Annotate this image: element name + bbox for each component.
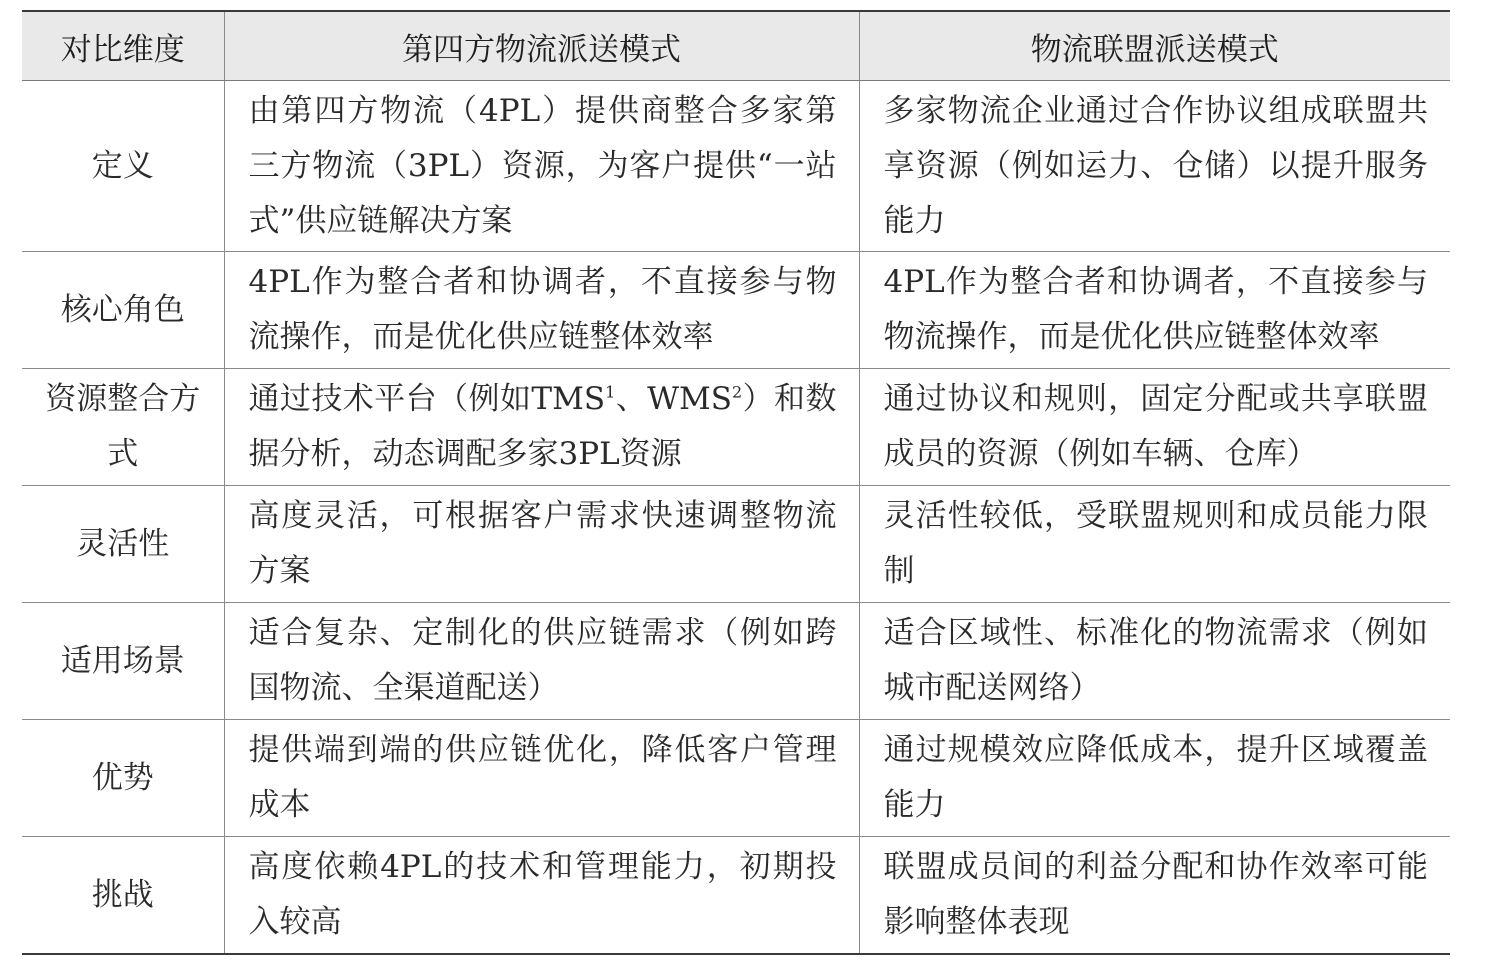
cell-alliance: 适合区域性、标准化的物流需求（例如城市配送网络） — [859, 603, 1450, 720]
row-dimension: 核心角色 — [22, 252, 224, 369]
table-row — [22, 603, 1450, 720]
cell-alliance: 灵活性较低，受联盟规则和成员能力限制 — [859, 486, 1450, 603]
cell-fourth-party: 高度依赖4PL的技术和管理能力，初期投入较高 — [224, 837, 859, 955]
comparison-table — [22, 10, 1450, 955]
row-dimension: 适用场景 — [22, 603, 224, 720]
table-row — [22, 486, 1450, 603]
row-dimension: 灵活性 — [22, 486, 224, 603]
cell-text-after: ）和数据分析，动态调配多家3PL资源 — [248, 381, 837, 472]
row-dimension: 挑战 — [22, 837, 224, 955]
cell-fourth-party — [224, 369, 859, 486]
cell-text-middle: 、WMS — [615, 381, 732, 417]
cell-alliance: 通过规模效应降低成本，提升区域覆盖能力 — [859, 720, 1450, 837]
header-row — [22, 11, 1450, 81]
table-row — [22, 369, 1450, 486]
cell-alliance: 通过协议和规则，固定分配或共享联盟成员的资源（例如车辆、仓库） — [859, 369, 1450, 486]
row-dimension: 优势 — [22, 720, 224, 837]
cell-alliance: 联盟成员间的利益分配和协作效率可能影响整体表现 — [859, 837, 1450, 955]
cell-fourth-party: 高度灵活，可根据客户需求快速调整物流方案 — [224, 486, 859, 603]
cell-fourth-party: 适合复杂、定制化的供应链需求（例如跨国物流、全渠道配送） — [224, 603, 859, 720]
cell-alliance: 多家物流企业通过合作协议组成联盟共享资源（例如运力、仓储）以提升服务能力 — [859, 81, 1450, 252]
footnote-marker-2: 2 — [732, 382, 743, 402]
cell-text-before: 通过技术平台（例如TMS — [248, 381, 606, 417]
table-header — [22, 11, 1450, 81]
table-row — [22, 252, 1450, 369]
row-dimension: 定义 — [22, 81, 224, 252]
table-row — [22, 81, 1450, 252]
table-row — [22, 720, 1450, 837]
header-fourth-party-mode: 第四方物流派送模式 — [224, 11, 859, 81]
table-row — [22, 837, 1450, 955]
cell-fourth-party: 由第四方物流（4PL）提供商整合多家第三方物流（3PL）资源，为客户提供“一站式”供应链解决方案 — [224, 81, 859, 252]
cell-fourth-party: 4PL作为整合者和协调者，不直接参与物流操作，而是优化供应链整体效率 — [224, 252, 859, 369]
cell-alliance: 4PL作为整合者和协调者，不直接参与物流操作，而是优化供应链整体效率 — [859, 252, 1450, 369]
header-alliance-mode: 物流联盟派送模式 — [859, 11, 1450, 81]
footnote-marker-1: 1 — [605, 382, 616, 402]
row-dimension: 资源整合方式 — [22, 369, 224, 486]
cell-fourth-party: 提供端到端的供应链优化，降低客户管理成本 — [224, 720, 859, 837]
header-dimension: 对比维度 — [22, 11, 224, 81]
table-body — [22, 81, 1450, 955]
